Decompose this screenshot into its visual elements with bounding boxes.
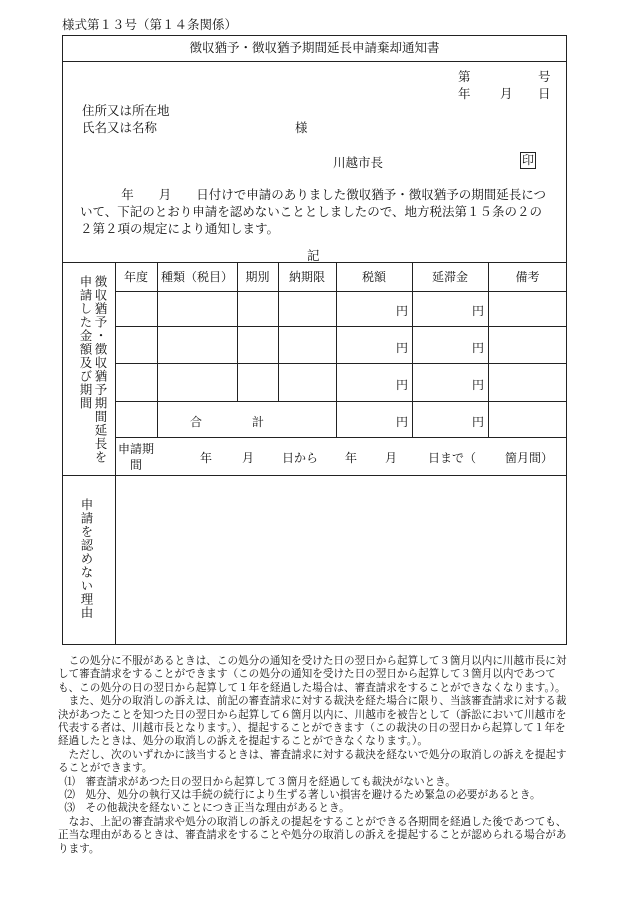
col-period: 期別 (245, 270, 270, 284)
number-suffix: 号 (538, 69, 551, 84)
column-line (488, 262, 489, 437)
table-row-line (115, 401, 567, 402)
col-year: 年度 (123, 270, 148, 284)
note-paragraph: ただし、次のいずれかに該当するときは、審査請求に対する裁決を経ないで処分の取消しの訴えを提起することができます。 (58, 748, 567, 775)
yen-mark: 円 (472, 378, 485, 392)
table-top-line (115, 291, 567, 292)
table-row-line (115, 326, 567, 327)
col-remarks: 備考 (515, 270, 540, 284)
period-month-from: 月 (242, 451, 255, 465)
number-prefix: 第 (458, 69, 471, 84)
table-row-line (115, 363, 567, 364)
col-due-date: 納期限 (288, 270, 325, 284)
yen-mark: 円 (472, 304, 485, 318)
period-day-to: 日まで（ (428, 451, 477, 465)
column-line (157, 262, 158, 437)
total-label-2: 計 (252, 415, 265, 429)
form-number: 様式第１３号（第１４条関係） (62, 17, 238, 32)
col-tax-type: 種類（税目） (160, 270, 233, 284)
period-label: 申請期間 (117, 442, 154, 472)
yen-mark: 円 (472, 341, 485, 355)
note-paragraph: この処分に不服があるときは、この処分の通知を受けた日の翌日から起算して３箇月以内に川越市長に対して審査請求をすることができます（この処分の通知を受けた日の翌日から起算して３箇月以内であつても、この処分の日の翌日から起算して１年を経過した場合は、審査請求をすることができなくなります。）。 (58, 655, 567, 694)
reason-field[interactable] (116, 476, 566, 644)
note-paragraph: また、処分の取消しの訴えは、前記の審査請求に対する裁決を経た場合に限り、当該審査請求に対する裁決があつたことを知つた日の翌日から起算して６箇月以内に、川越市を被告として（訴訟において川越市を代表する者は、川越市長となります。）、提起することができます（この裁決の日の翌日から起算して１年を経過したときは、処分の取消しの訴えを提起することができなくなります。）。 (58, 695, 567, 748)
period-month-to: 月 (385, 451, 398, 465)
yen-mark: 円 (396, 415, 409, 429)
honorific: 様 (295, 120, 308, 135)
issuer: 川越市長 (333, 155, 384, 170)
appeal-notes (58, 655, 573, 856)
col-delinquency: 延滞金 (431, 270, 468, 284)
yen-mark: 円 (396, 378, 409, 392)
table-side-label: 徴収猶予・徴収猶予期間延長を申請した金額及び期間 (78, 275, 108, 464)
form-title: 徴収猶予・徴収猶予期間延長申請棄却通知書 (189, 40, 440, 55)
period-day-from: 日から (282, 451, 319, 465)
note-item: ⑴ 審査請求があつた日の翌日から起算して３箇月を経過しても裁決がないとき。 (64, 775, 456, 788)
yen-mark: 円 (396, 304, 409, 318)
note-paragraph: なお、上記の審査請求や処分の取消しの訴えの提起をすることができる各期間を経過した後であつても、正当な理由があるときは、審査請求をすることや処分の取消しの訴えを提起することが認められる場合があります。 (58, 815, 567, 855)
date-year: 年 (458, 86, 471, 101)
period-year-from: 年 (200, 451, 213, 465)
table-row-line (115, 437, 567, 438)
notice-body: 年 月 日付けで申請のありました徴収猶予・徴収猶予の期間延長について、下記のとおり申請を認めないこととしましたので、地方税法第１５条の２の２第２項の規定により通知します。 (80, 187, 547, 236)
total-label-1: 合 (190, 415, 203, 429)
column-line (336, 262, 337, 437)
reason-label: 申請を認めない理由 (79, 498, 94, 620)
address-label: 住所又は所在地 (82, 103, 170, 118)
seal-mark: 印 (521, 153, 534, 167)
name-label: 氏名又は名称 (82, 120, 158, 135)
yen-mark: 円 (396, 341, 409, 355)
title-divider (62, 61, 567, 62)
note-item: ⑶ その他裁決を経ないことにつき正当な理由があるとき。 (64, 802, 350, 815)
period-year-to: 年 (345, 451, 358, 465)
note-item: ⑵ 処分、処分の執行又は手続の続行により生ずる著しい損害を避けるため緊急の必要があるとき。 (64, 789, 541, 802)
ki-heading: 記 (307, 248, 320, 263)
period-months: 箇月間） (505, 451, 554, 465)
column-line (412, 262, 413, 437)
date-day: 日 (538, 86, 551, 101)
date-month: 月 (500, 86, 513, 101)
yen-mark: 円 (472, 415, 485, 429)
col-tax-amount: 税額 (361, 270, 386, 284)
